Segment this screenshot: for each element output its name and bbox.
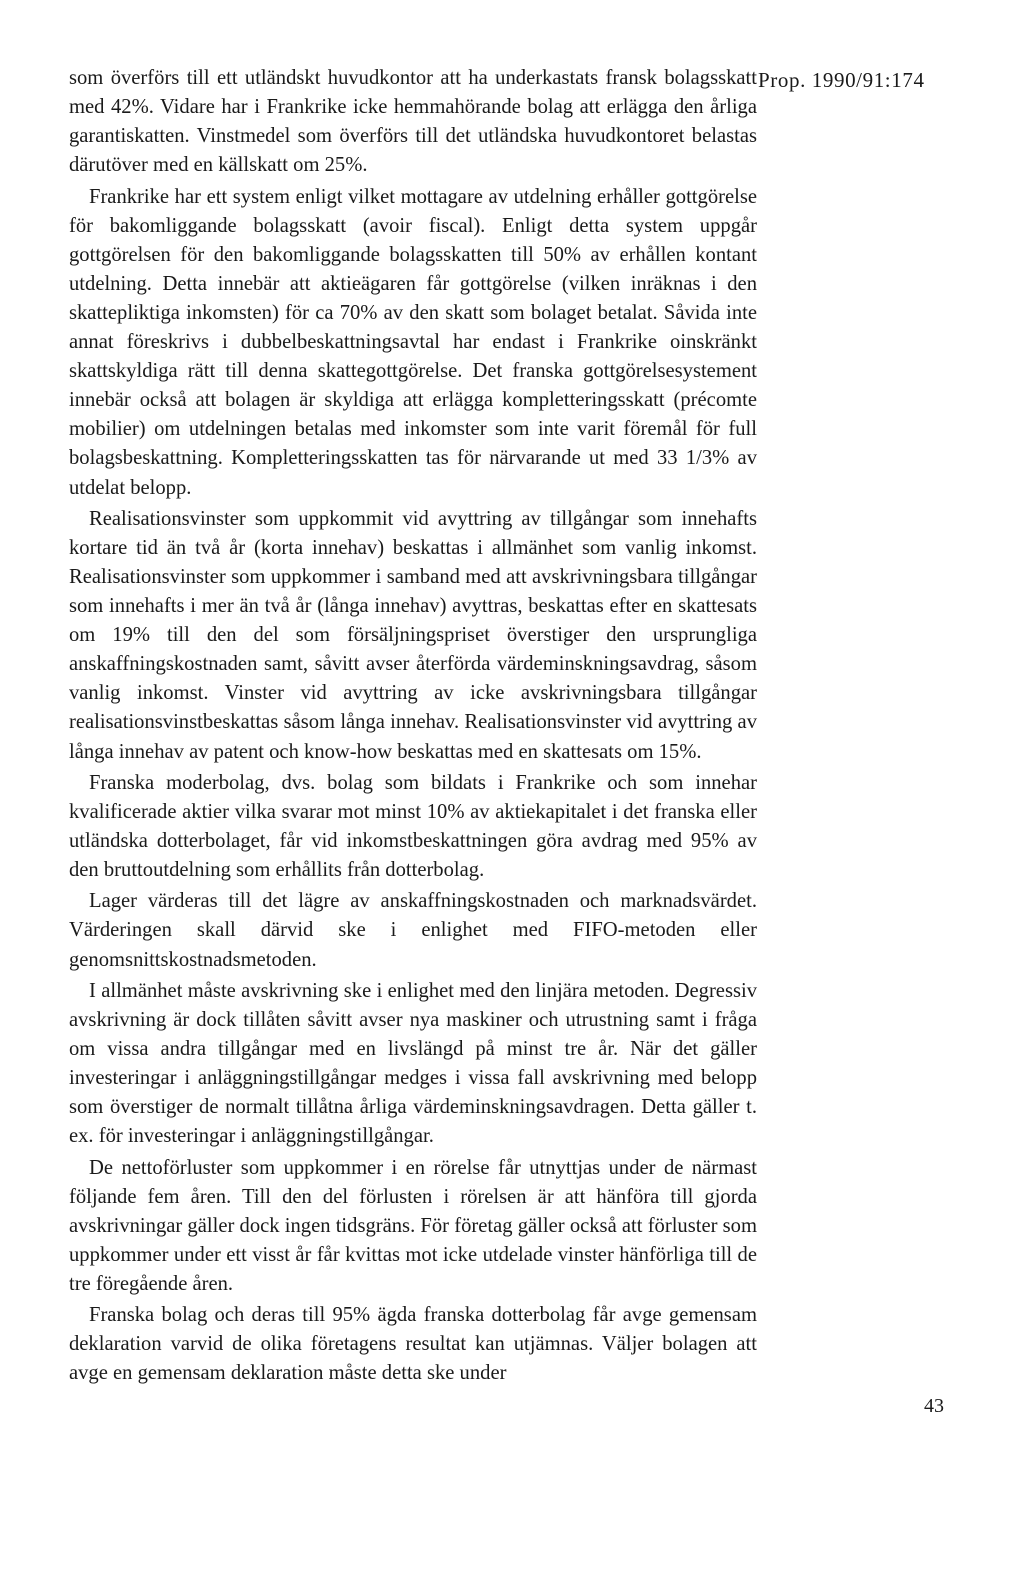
body-text	[69, 64, 757, 1391]
paragraph-continuation: som överförs till ett utländskt huvudkontor att ha underkastats fransk bolagsskatt med 42%. Vidare har i Frankrike icke hemmahörande bolag att erlägga den årliga garantiskatten. Vinstmedel som överförs till det utländska huvudkontoret belastas därutöver med en källskatt om 25%.	[69, 67, 757, 177]
paragraph-lager: Lager värderas till det lägre av anskaffningskostnaden och marknadsvärdet. Värderingen skall därvid ske i enlighet med FIFO-metoden eller genomsnittskostnadsmetoden.	[69, 890, 757, 971]
page-number: 43	[924, 1395, 944, 1417]
paragraph-realisationsvinster: Realisationsvinster som uppkommit vid avyttring av tillgångar som innehafts kortare tid än två år (korta innehav) beskattas i allmänhet som vanlig inkomst. Realisationsvinster som uppkommer i samband med att avskrivningsbara tillgångar som innehafts i mer än två år (långa innehav) avyttras, beskattas efter en skattesats om 19% till den del som försäljningspriset överstiger den ursprungliga anskaffningskostnaden samt, såvitt avser återförda värdeminskningsavdrag, såsom vanlig inkomst. Vinster vid avyttring av icke avskrivningsbara tillgångar realisationsvinstbeskattas såsom långa innehav. Realisationsvinster vid avyttring av långa innehav av patent och know-how beskattas med en skattesats om 15%.	[69, 507, 757, 763]
paragraph-avoir-fiscal: Frankrike har ett system enligt vilket mottagare av utdelning erhåller gottgörelse för bakomliggande bolagsskatt (avoir fiscal). Enligt detta system uppgår gottgörelsen för den bakomliggande bolagsskatten till 50% av erhållen kontant utdelning. Detta innebär att aktieägaren får gottgörelse (vilken inräknas i den skattepliktiga inkomsten) för ca 70% av den skatt som bolaget betalat. Såvida inte annat föreskrivs i dubbelbeskattningsavtal har endast i Frankrike oinskränkt skattskyldiga rätt till denna skattegottgörelse. Det franska gottgörelsesystement innebär också att bolagen är skyldiga att erlägga kompletteringsskatt (précomte mobilier) om utdelningen betalas med inkomster som inte varit föremål för full bolagsbeskattning. Kompletteringsskatten tas för närvarande ut med 33 1/3% av utdelat belopp.	[69, 185, 757, 499]
paragraph-nettoforluster: De nettoförluster som uppkommer i en rörelse får utnyttjas under de närmast följande fem åren. Till den del förlusten i rörelsen är att hänföra till gjorda avskrivningar gäller dock ingen tidsgräns. För företag gäller också att förluster som uppkommer under ett visst år får kvittas mot icke utdelade vinster hänförliga till de tre föregående åren.	[69, 1156, 757, 1295]
paragraph-moderbolag: Franska moderbolag, dvs. bolag som bildats i Frankrike och som innehar kvalificerade aktier vilka svarar mot minst 10% av aktiekapitalet i det franska eller utländska dotterbolaget, får vid inkomstbeskattningen göra avdrag med 95% av den bruttoutdelning som erhållits från dotterbolag.	[69, 771, 757, 882]
paragraph-avskrivning: I allmänhet måste avskrivning ske i enlighet med den linjära metoden. Degressiv avskrivning är dock tillåten såvitt avser nya maskiner och utrustning samt i fråga om vissa andra tillgångar med en livslängd på minst tre år. När det gäller investeringar i anläggningstillgångar medges i vissa fall avskrivning med belopp som överstiger de normalt tillåtna årliga värdeminskningsavdragen. Detta gäller t. ex. för investeringar i anläggningstillgångar.	[69, 979, 757, 1148]
proposition-reference: Prop. 1990/91:174	[758, 68, 925, 92]
paragraph-gemensam-deklaration: Franska bolag och deras till 95% ägda franska dotterbolag får avge gemensam deklaration varvid de olika företagens resultat kan utjämnas. Väljer bolagen att avge en gemensam deklaration måste detta ske under	[69, 1304, 757, 1385]
